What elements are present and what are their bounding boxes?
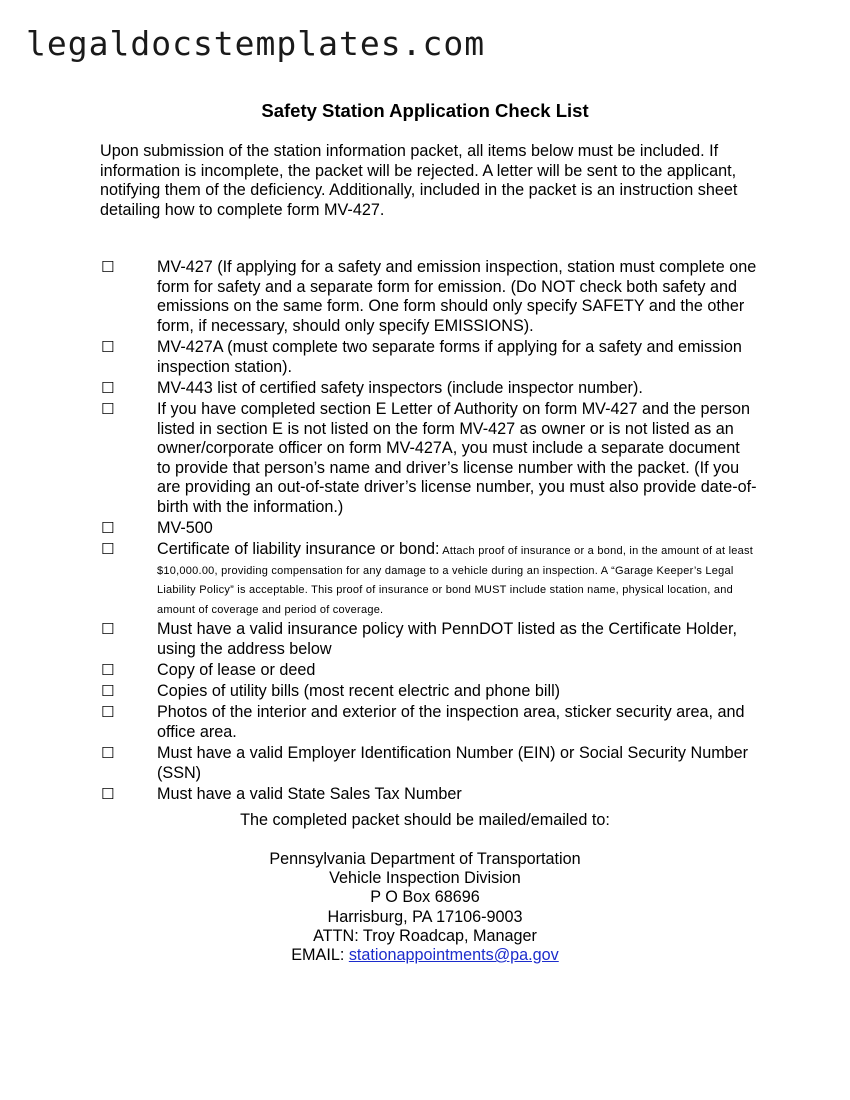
checklist-item-detail: Attach proof of insurance or a bond, in the amount of at least $10,000.00, providing compensation for any damage to a vehicle during an inspection. A “Garage Keeper’s Legal Liability Policy” is acceptable. This proof of insurance or bond MUST include station name, physical location, and amount of coverage and period of coverage.: [157, 545, 754, 617]
checklist-item: [100, 258, 800, 336]
address-line: Harrisburg, PA 17106-9003: [327, 907, 523, 926]
checklist-item-text: Must have a valid State Sales Tax Number: [157, 784, 462, 803]
checklist-item: [100, 703, 800, 742]
checklist-item: [100, 540, 800, 618]
email-label: EMAIL:: [291, 946, 349, 965]
checkbox[interactable]: ☐: [101, 519, 115, 538]
address-line: P O Box 68696: [370, 888, 480, 907]
address-line: Vehicle Inspection Division: [329, 869, 521, 888]
checkbox[interactable]: ☐: [101, 399, 115, 418]
checklist-item: [100, 400, 800, 518]
mailing-address: [0, 850, 850, 965]
checklist-item-text: MV-500: [157, 519, 213, 538]
checklist-item-text: Copy of lease or deed: [157, 661, 316, 680]
checkbox[interactable]: ☐: [101, 744, 115, 763]
checklist-item: [100, 785, 800, 805]
checklist-item-text: MV-443 list of certified safety inspectors (include inspector number).: [157, 378, 643, 397]
email-line: [0, 946, 850, 965]
checklist-item: [100, 744, 800, 783]
checklist-item: [100, 620, 800, 659]
checkbox[interactable]: ☐: [101, 784, 115, 803]
checkbox[interactable]: ☐: [101, 337, 115, 356]
checklist-item: [100, 661, 800, 681]
checklist: [100, 258, 800, 806]
checkbox[interactable]: ☐: [101, 661, 115, 680]
address-line: ATTN: Troy Roadcap, Manager: [313, 926, 537, 945]
checklist-item-text: Copies of utility bills (most recent electric and phone bill): [157, 682, 561, 701]
address-line: Pennsylvania Department of Transportation: [269, 850, 581, 868]
checklist-item-insurance: [157, 540, 757, 618]
checkbox[interactable]: ☐: [101, 682, 115, 701]
intro-paragraph: Upon submission of the station information packet, all items below must be included. If information is incomplete, the packet will be rejected. A letter will be sent to the applicant, notifying them of the deficiency. Additionally, included in the packet is an instruction sheet detailing how to complete form MV-427.: [100, 142, 738, 219]
checkbox[interactable]: ☐: [101, 378, 115, 397]
checklist-item-text: Must have a valid Employer Identification Number (EIN) or Social Security Number (SSN): [157, 744, 749, 782]
checklist-item-text: Photos of the interior and exterior of the inspection area, sticker security area, and office area.: [157, 703, 745, 741]
page-title: Safety Station Application Check List: [261, 100, 589, 121]
checklist-item-text: Must have a valid insurance policy with PennDOT listed as the Certificate Holder, using the address below: [157, 620, 738, 658]
checklist-item-text: MV-427 (If applying for a safety and emission inspection, station must complete one form for safety and a separate form for emission. (Do NOT check both safety and emissions on the same form. One form should only specify SAFETY and the other form, if necessary, should only specify EMISSIONS).: [157, 258, 757, 335]
checkbox[interactable]: ☐: [101, 258, 115, 276]
watermark: legaldocstemplates.com: [26, 24, 486, 63]
checklist-item-text: MV-427A (must complete two separate forms if applying for a safety and emission inspection station).: [157, 337, 742, 376]
mailing-instruction: The completed packet should be mailed/emailed to:: [240, 811, 610, 829]
checklist-item-text: If you have completed section E Letter of Authority on form MV-427 and the person listed in section E is not listed on the form MV-427 as owner or is not listed as an owner/corporate officer on form MV-427A, you must include a separate document to provide that person’s name and driver’s license number with the packet. (If you are providing an out-of-state driver’s license number, you must also provide date-of-birth with the information.): [157, 399, 757, 516]
checklist-item-text: Certificate of liability insurance or bond:: [157, 540, 440, 559]
checklist-item: [100, 379, 800, 399]
checkbox[interactable]: ☐: [101, 620, 115, 639]
email-link[interactable]: stationappointments@pa.gov: [348, 946, 559, 965]
checklist-item: [100, 682, 800, 702]
checklist-item: [100, 338, 800, 377]
checkbox[interactable]: ☐: [101, 703, 115, 722]
checkbox[interactable]: ☐: [101, 540, 115, 559]
checklist-item: [100, 519, 800, 539]
